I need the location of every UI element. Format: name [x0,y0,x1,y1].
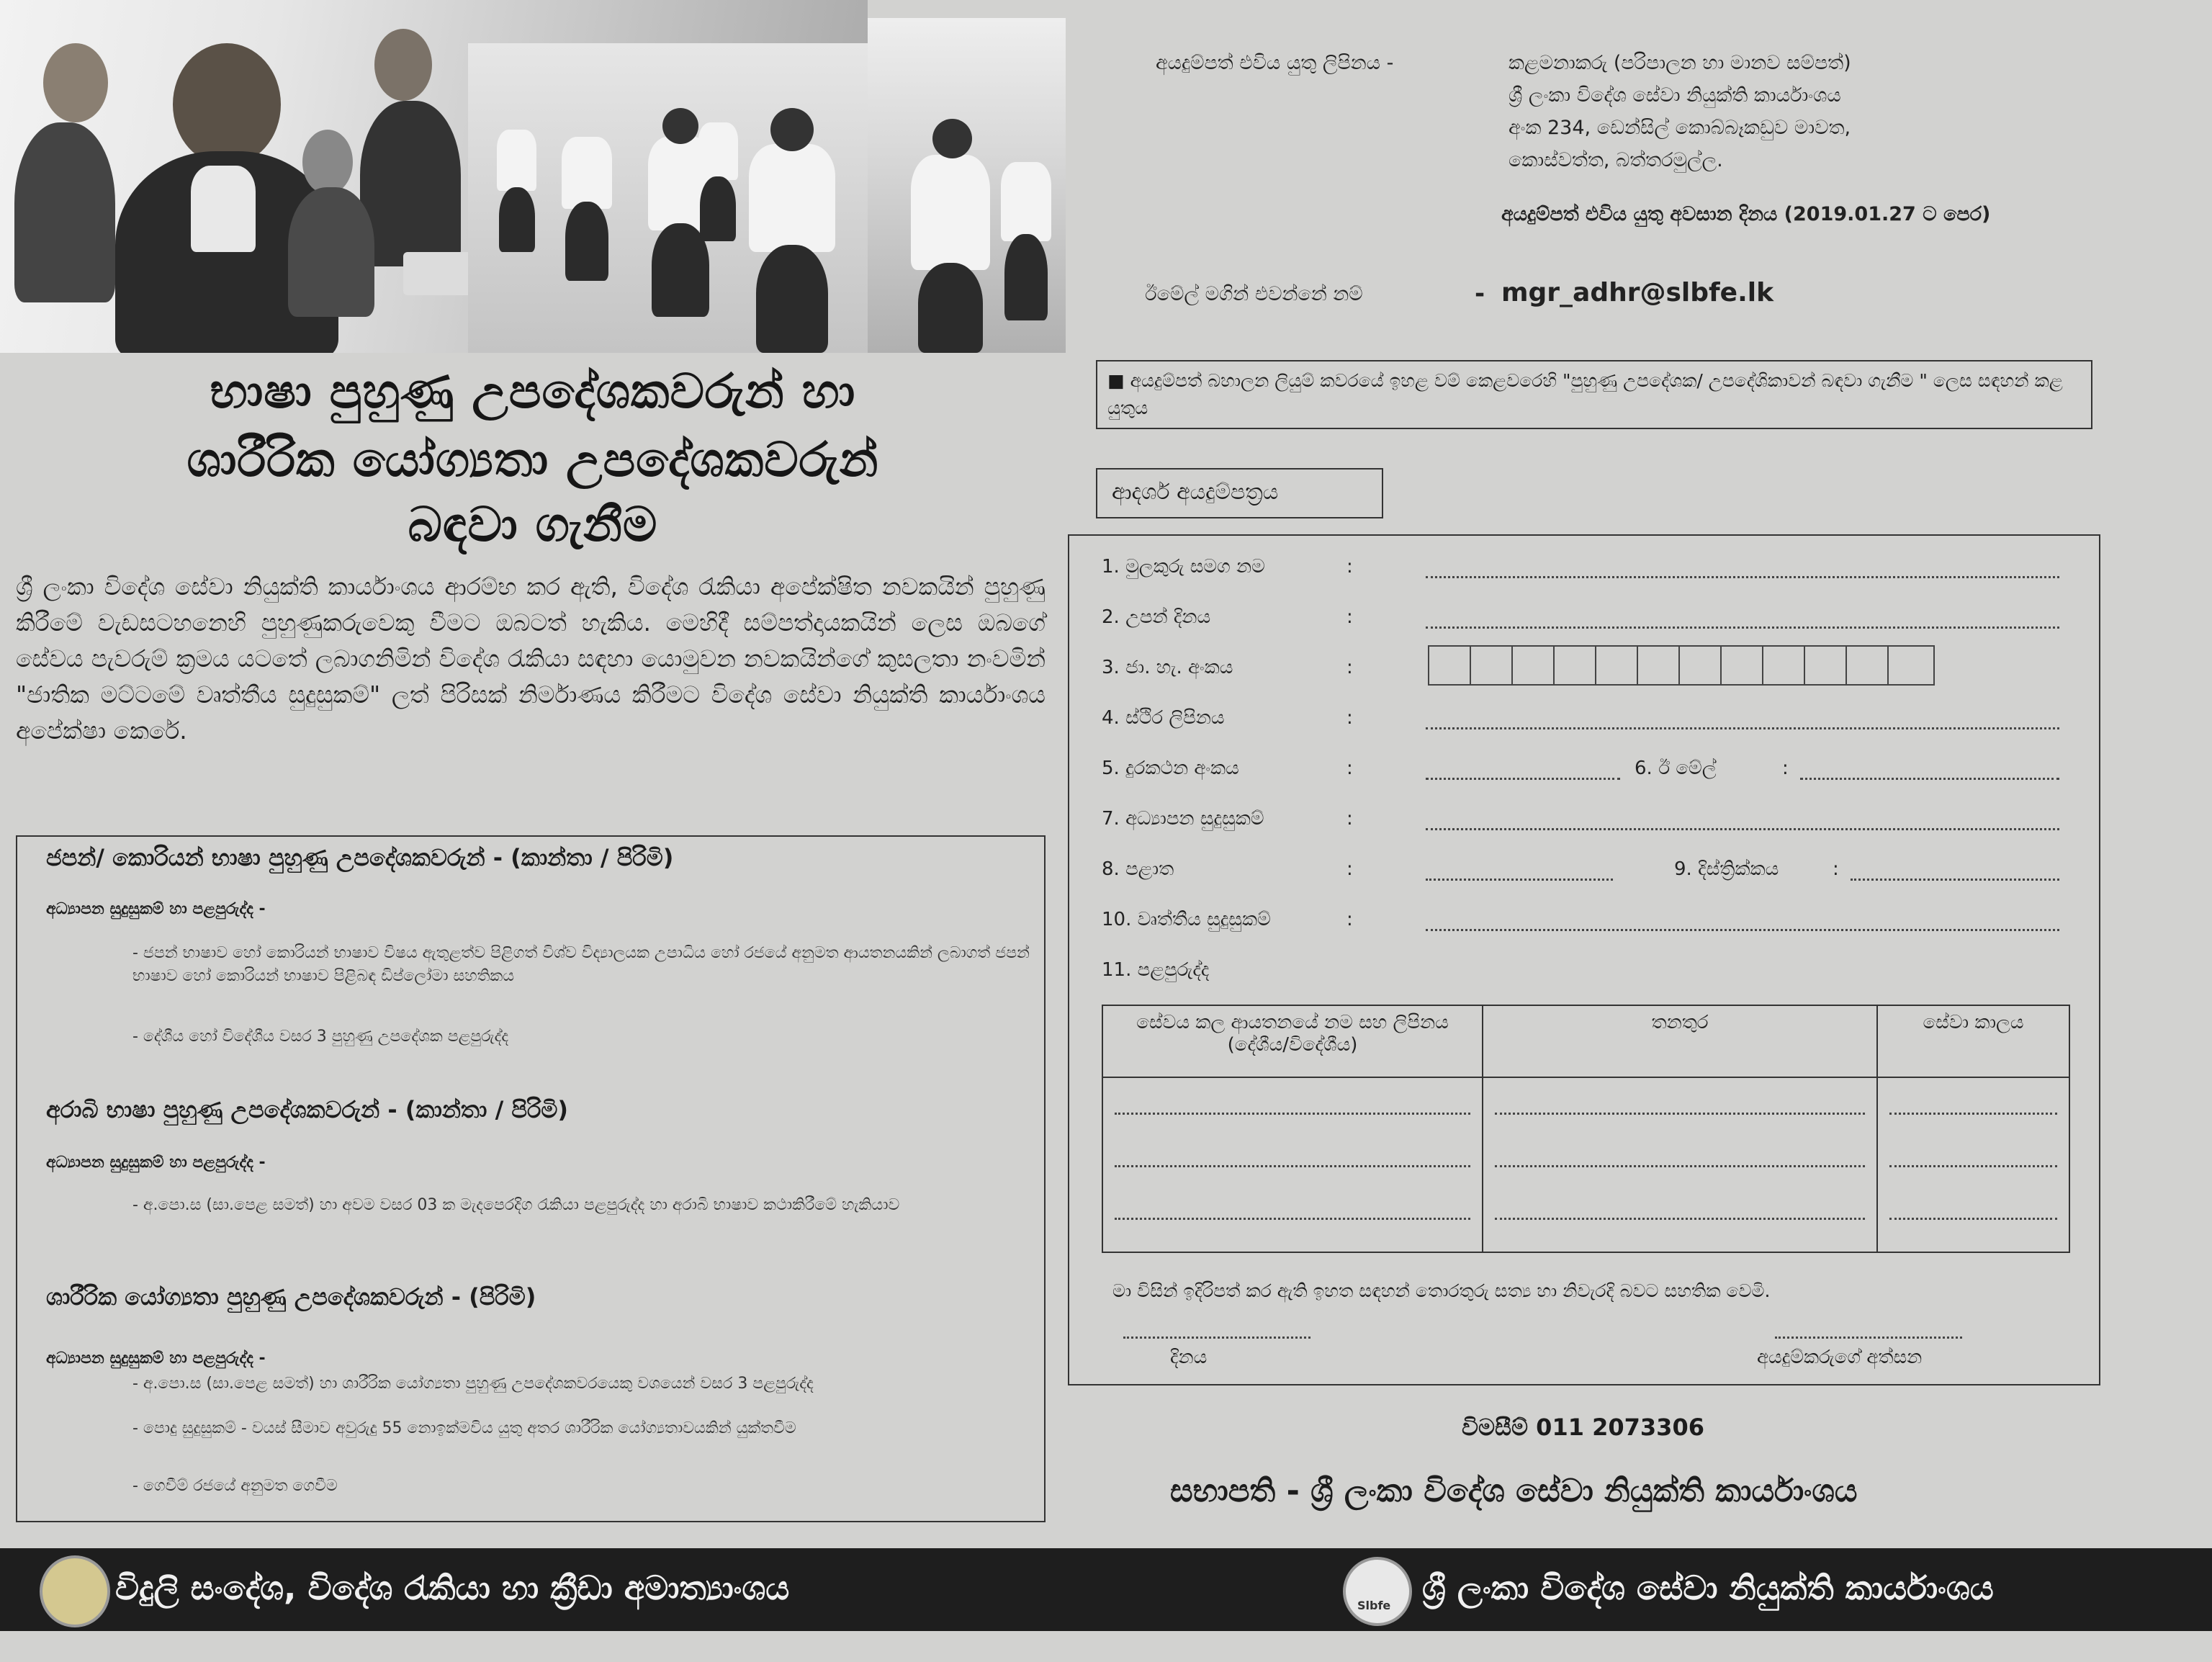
colon: : [1833,858,1839,880]
dob-input-line[interactable] [1426,606,2059,629]
email-dash: - [1475,279,1485,308]
colon: : [1782,758,1789,779]
table-header-period: සේවා කාලය [1877,1005,2069,1077]
form-row-phone [1102,758,2074,786]
form-row-address [1102,707,2074,736]
form-row-experience [1102,959,2074,988]
deadline: අයදුම්පත් එවිය යුතු අවසාන දිනය (2019.01.27 ට පෙර) [1501,203,1991,225]
section1-subtitle: අධ්‍යාපන සුදුසුකම් හා පළපුරුද්ද - [46,900,266,918]
section3-subtitle: අධ්‍යාපන සුදුසුකම් හා පළපුරුද්ද - [46,1349,266,1367]
section3-item2: - පොදු සුදුසුකම් - වයස් සීමාව අවුරුදු 55 නොඉක්මවිය යුතු අතර ශාරීරික යෝග්‍යතාවයකින් යුක්තවීම [132,1419,796,1437]
form-row-nic [1102,657,2074,686]
ministry-name: විදුලි සංදේශ, විදේශ රැකියා හා ක්‍රීඩා අමාත්‍යාංශය [115,1568,790,1607]
requirements-box [16,835,1046,1522]
field-label-vocational: 10. වෘත්තීය සුදුසුකම් [1102,909,1271,930]
address-line4: කොස්වත්ත, බත්තරමුල්ල. [1509,149,1723,171]
date-line[interactable] [1123,1316,1310,1339]
address-line1: කළමනාකරු (පරිපාලන හා මානව සම්පත්) [1509,52,1851,74]
form-title: ආදර්ශ අයදුම්පත්‍රය [1112,480,1279,505]
email-address[interactable]: mgr_adhr@slbfe.lk [1501,278,1774,307]
form-title-box [1096,468,1383,518]
field-label-experience: 11. පළපුරුද්ද [1102,959,1210,981]
section2-title: අරාබි භාෂා පුහුණු උපදේශකවරුන් - (කාන්තා / පිරිමි) [46,1096,569,1123]
address-input-line[interactable] [1426,707,2059,729]
table-cell-position[interactable] [1483,1077,1877,1252]
field-label-district: 9. දිස්ත්‍රික්කය [1674,858,1779,880]
field-label-education: 7. අධ්‍යාපන සුදුසුකම් [1102,808,1264,830]
colon: : [1346,707,1353,729]
section1-title: ජපන්/ කොරියන් භාෂා පුහුණු උපදේශකවරුන් - (කාන්තා / පිරිමි) [46,844,674,871]
section1-item2: - දේශීය හෝ විදේශීය වසර 3 පුහුණු උපදේශක පළපුරුද්ද [132,1028,509,1046]
section2-item1: - අ.පො.ස (සා.පෙළ සමත්) හා අවම වසර 03 ක මැදපෙරදිග රැකියා පළපුරුද්ද හා අරාබි භාෂාව කථාකිරීමේ හැකියාව [132,1196,900,1214]
envelope-notice: ■ අයදුම්පත් බහාලන ලියුම් කවරයේ ඉහළ වම් කෙළවරෙහි "පුහුණු උපදේශක/ උපදේශිකාවන් බඳවා ගැනීම " ලෙස සඳහන් කළ යුතුය [1107,370,2063,418]
table-cell-institution[interactable] [1102,1077,1483,1252]
table-header-position: තනතුර [1483,1005,1877,1077]
headline-line3: බඳවා ගැනීම [408,497,658,552]
form-row-province [1102,858,2074,887]
field-label-address: 4. ස්ථිර ලිපිනය [1102,707,1225,729]
bureau-name: ශ්‍රී ලංකා විදේශ සේවා නියුක්ති කාර්යාංශය [1422,1568,1994,1607]
slbfe-logo-icon [1343,1557,1412,1626]
intro-paragraph [16,569,1046,749]
colon: : [1346,808,1353,830]
envelope-notice-box [1096,360,2092,429]
email-label: ඊමේල් මගින් එවන්නේ නම් [1145,283,1363,305]
table-cell-period[interactable] [1877,1077,2069,1252]
field-label-nic: 3. ජා. හැ. අංකය [1102,657,1233,678]
form-row-education [1102,808,2074,837]
province-input-line[interactable] [1426,858,1613,881]
colon: : [1346,858,1353,880]
table-header-institution: සේවය කල ආයතනයේ නම සහ ලිපිනය (දේශීය/විදේශීය) [1102,1005,1483,1077]
date-label: දිනය [1170,1347,1208,1368]
inquiries-phone: විමසීම් 011 2073306 [1462,1414,1704,1441]
headline-line1: භාෂා පුහුණු උපදේශකවරුන් හා [210,364,856,419]
section3-item1: - අ.පො.ස (සා.පෙළ සමත්) හා ශාරීරික යෝග්‍යතා පුහුණු උපදේශකවරයෙකු වශයෙන් වසර 3 පළපුරුද්ද [132,1375,814,1393]
office-photo [0,0,868,353]
nic-digit-boxes[interactable] [1428,645,1935,686]
field-label-dob: 2. උපන් දිනය [1102,606,1211,628]
exercise-photo [868,18,1066,353]
field-label-phone: 5. දුරකථන අංකය [1102,758,1239,779]
section2-subtitle: අධ්‍යාපන සුදුසුකම් හා පළපුරුද්ද - [46,1154,266,1172]
signature-label: අයදුම්කරුගේ අත්සන [1757,1347,1923,1368]
section3-title: ශාරීරික යෝග්‍යතා පුහුණු උපදේශකවරුන් - (පිරිමි) [46,1283,536,1311]
colon: : [1346,556,1353,578]
field-label-email: 6. ඊ මේල් [1635,758,1717,779]
field-label-name: 1. මුලකුරු සමග නම [1102,556,1265,578]
education-input-line[interactable] [1426,808,2059,830]
colon: : [1346,606,1353,628]
headline-line2: ශාරීරික යෝග්‍යතා උපදේශකවරුන් [186,432,879,488]
colon: : [1346,657,1353,678]
colon: : [1346,909,1353,930]
footer-bar [0,1548,2212,1631]
section3-item3: - ගෙවීම් රජයේ අනුමත ගෙවීම [132,1477,338,1495]
district-input-line[interactable] [1851,858,2059,881]
signature-line[interactable] [1775,1316,1962,1339]
form-row-vocational [1102,909,2074,938]
form-row-dob [1102,606,2074,635]
section1-item1: - ජපන් භාෂාව හෝ කොරියන් භාෂාව විෂය ඇතුළත්ව පිළිගත් විශ්ව විද්‍යාලයක උපාධිය හෝ රජයේ අනුමත ආයතනයකින් ලබාගත් ජපන් භාෂාව හෝ කොරියන් භාෂාව පිළිබඳ ඩිප්ලෝමා සහතිකය [132,944,1030,985]
declaration: මා විසින් ඉදිරිපත් කර ඇති ඉහත සඳහන් තොරතුරු සත්‍ය හා නිවැරදි බවට සහතික වෙමි. [1112,1280,1771,1301]
address-line2: ශ්‍රී ලංකා විදේශ සේවා නියුක්ති කාර්යාංශය [1509,84,1841,107]
phone-input-line[interactable] [1426,758,1620,780]
chairman-signoff: සභාපති - ශ්‍රී ලංකා විදේශ සේවා නියුක්ති කාර්යාංශය [1170,1473,1858,1509]
slbfe-logo-text: Slbfe [1357,1599,1391,1612]
name-input-line[interactable] [1426,556,2059,578]
email-input-line[interactable] [1800,758,2059,780]
intro-text: ශ්‍රී ලංකා විදේශ සේවා නියුක්ති කාර්යාංශය ආරම්භ කර ඇති, විදේශ රැකියා අපේක්ෂිත නවකයින් පුහුණු කිරීමේ වැඩසටහනෙහි පුහුණුකරුවෙකු වීමට ඔබටත් හැකිය. මෙහිදී සම්පත්දායකයින් ලෙස ඔබගේ සේවය පැවරුම් ක්‍රමය යටතේ ලබාගනිමින් විදේශ රැකියා සඳහා යොමුවන නවකයින්ගේ කුසලතා නංවමින් "ජාතික මට්ටමේ වෘත්තීය සුදුසුකම්" ලත් පිරිසක් නිර්මාණය කිරීමට විදේශ සේවා නියුක්ති කාර්යාංශය අපේක්ෂා කෙරේ. [16,572,1046,745]
field-label-province: 8. පළාත [1102,858,1174,880]
experience-table [1102,1005,2070,1253]
government-emblem-icon [40,1555,110,1627]
address-line3: අංක 234, ඩෙන්සිල් කොබ්බෑකඩුව මාවත, [1509,117,1851,139]
address-label: අයදුම්පත් එවිය යුතු ලිපිනය - [1156,52,1394,74]
colon: : [1346,758,1353,779]
form-row-name [1102,556,2074,585]
vocational-input-line[interactable] [1426,909,2059,931]
